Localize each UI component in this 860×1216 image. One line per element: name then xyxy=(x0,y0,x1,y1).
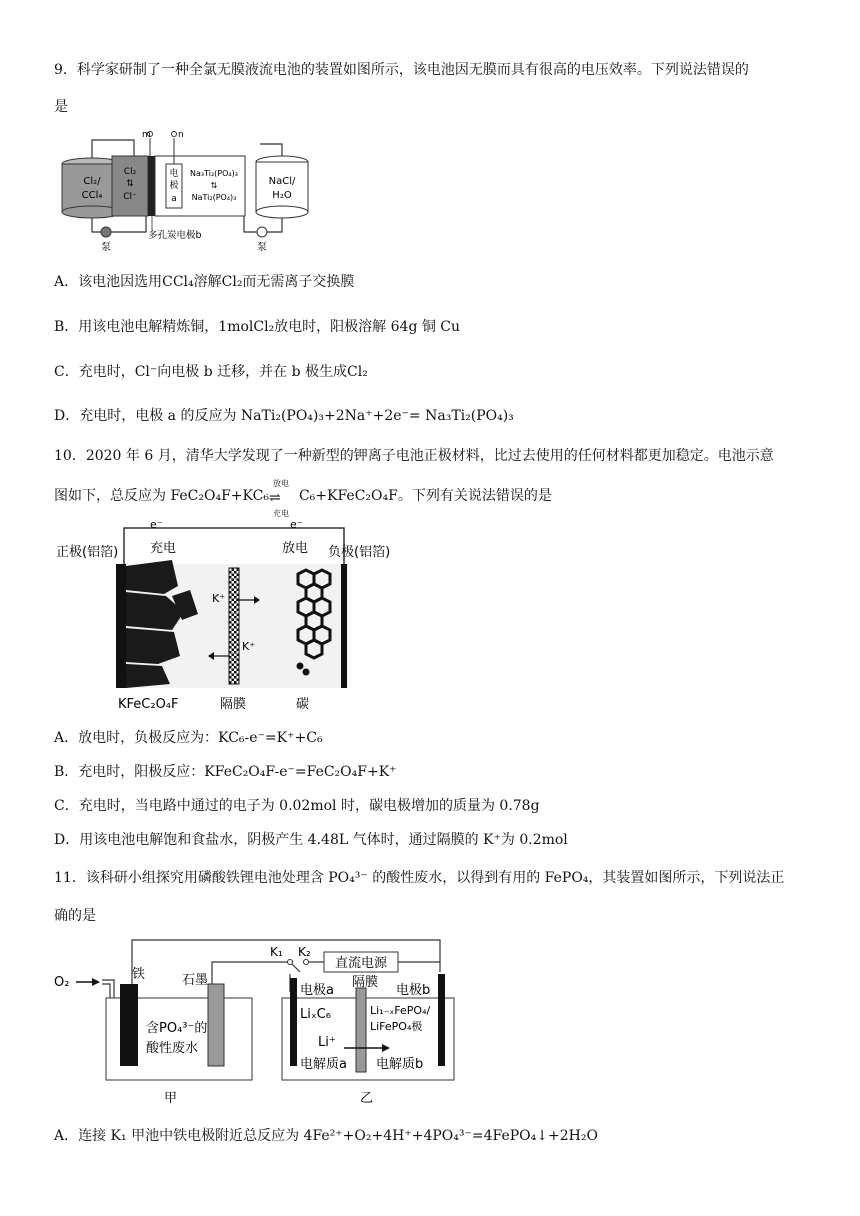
charge-label: 充电 xyxy=(150,541,177,556)
tank-left-label-1: Cl₂/ xyxy=(83,176,101,187)
q10-option-a: A．放电时，负极反应为：KC₆-e⁻=K⁺+C₆ xyxy=(54,730,323,746)
svg-text:电: 电 xyxy=(169,169,179,179)
pump-left xyxy=(101,227,111,253)
q10-stem-line2 xyxy=(54,479,552,518)
cell-jia-label: 甲 xyxy=(164,1091,178,1106)
electrode-b-label: 电极b xyxy=(396,983,431,998)
pump-right xyxy=(257,227,267,253)
tank-left-label-2: CCl₄ xyxy=(81,190,103,201)
cell-left-2: ⇅ xyxy=(126,179,134,189)
cell-yi-label: 乙 xyxy=(360,1091,374,1106)
svg-text:NaCl/: NaCl/ xyxy=(268,176,296,187)
q11-figure xyxy=(54,934,474,1110)
q11-option-a: A．连接 K₁ 甲池中铁电极附近总反应为 4Fe²⁺+O₂+4H⁺+4PO₄³⁻=4FePO₄↓+2H₂O xyxy=(54,1128,598,1144)
o2-label: O₂ xyxy=(54,975,70,990)
graphite-electrode xyxy=(208,984,224,1066)
svg-text:H₂O: H₂O xyxy=(272,190,292,201)
nacl-h2o-tank xyxy=(256,156,308,218)
q9-option-b: B．用该电池电解精炼铜，1molCl₂放电时，阳极溶解 64g 铜 Cu xyxy=(54,319,461,335)
positive-al-foil xyxy=(116,564,126,688)
q9-figure xyxy=(54,126,374,254)
cell-left-3: Cl⁻ xyxy=(123,192,137,202)
q11-stem-line1: 11．该科研小组探究用磷酸铁锂电池处理含 PO₄³⁻ 的酸性废水，以得到有用的 FePO₄，其装置如图所示，下列说法正 xyxy=(54,870,785,886)
membrane-label: 隔膜 xyxy=(352,975,379,990)
q10-option-c: C．充电时，当电路中通过的电子为 0.02mol 时，碳电极增加的质量为 0.78g xyxy=(54,798,540,814)
electrode-a xyxy=(290,978,297,1066)
q10-stem-post: C₆+KFeC₂O₄F。下列有关说法错误的是 xyxy=(298,488,552,504)
svg-text:极: 极 xyxy=(169,181,179,191)
membrane xyxy=(356,988,366,1072)
separator-label: 隔膜 xyxy=(220,697,247,712)
q10-stem-pre: 图如下，总反应为 FeC₂O₄F+KC₆ xyxy=(54,488,269,504)
electron-right: e⁻ xyxy=(290,518,303,531)
electrode-b xyxy=(438,974,445,1066)
electrolyte-b-label: 电解质b xyxy=(376,1057,424,1072)
lfp-label-2: LiFePO₄极 xyxy=(370,1020,423,1033)
porous-carbon-label: 多孔炭电极b xyxy=(148,230,202,241)
right-species-2: ⇅ xyxy=(210,181,218,190)
wastewater-label-2: 酸性废水 xyxy=(146,1041,199,1056)
svg-text:泵: 泵 xyxy=(257,242,267,253)
electrolyte-a-label: 电解质a xyxy=(300,1057,347,1072)
porous-carbon-electrode-b xyxy=(148,156,155,216)
iron-label: 铁 xyxy=(132,967,146,982)
negative-electrode-label: 负极(铝箔) xyxy=(328,545,391,560)
lixc6-label: LiₓC₆ xyxy=(300,1007,331,1022)
electron-left: e⁻ xyxy=(150,518,163,531)
arrow-top-label: 放电 xyxy=(272,479,289,488)
right-species-3: NaTi₂(PO₄)₃ xyxy=(191,193,237,202)
wastewater-label-1: 含PO₄³⁻的 xyxy=(146,1021,208,1036)
positive-electrode-label: 正极(铝箔) xyxy=(56,545,119,560)
k2-label: K₂ xyxy=(298,945,311,959)
q9-stem-line2: 是 xyxy=(54,99,68,115)
q11-stem-line2: 确的是 xyxy=(54,908,96,924)
negative-al-foil xyxy=(341,564,347,688)
carbon-label: 碳 xyxy=(296,697,310,712)
svg-text:泵: 泵 xyxy=(101,242,111,253)
graphite-label: 石墨 xyxy=(182,973,209,988)
dc-label: 直流电源 xyxy=(334,956,388,971)
lfp-label-1: Li₁₋ₓFePO₄/ xyxy=(370,1004,431,1017)
q9-option-a: A．该电池因选用CCl₄溶解Cl₂而无需离子交换膜 xyxy=(54,274,355,290)
k1-label: K₁ xyxy=(270,945,283,959)
kfec2o4f-label: KFeC₂O₄F xyxy=(118,697,179,712)
arrow-bottom-label: 充电 xyxy=(272,509,289,518)
equilibrium-arrow: 放电 ⇌ 充电 xyxy=(269,486,299,506)
svg-text:a: a xyxy=(171,194,177,204)
cell-left-1: Cl₂ xyxy=(123,167,137,177)
terminal-m: m xyxy=(142,130,151,140)
right-species-1: Na₃Ti₂(PO₄)₃ xyxy=(190,169,238,178)
q9-option-c: C．充电时，Cl⁻向电极 b 迁移，并在 b 极生成Cl₂ xyxy=(54,364,368,380)
q10-figure xyxy=(54,516,424,716)
terminal-n: n xyxy=(178,130,184,140)
iron-electrode xyxy=(120,984,138,1066)
separator xyxy=(229,568,239,684)
k-ion-1: K⁺ xyxy=(212,592,226,605)
li-ion-label: Li⁺ xyxy=(318,1035,336,1050)
discharge-label: 放电 xyxy=(282,541,309,556)
q10-option-d: D．用该电池电解饱和食盐水，阴极产生 4.48L 气体时，通过隔膜的 K⁺为 0.2mol xyxy=(54,832,568,848)
q9-stem-line1: 9．科学家研制了一种全氯无膜液流电池的装置如图所示，该电池因无膜而具有很高的电压效率。下列说法错误的 xyxy=(54,62,749,78)
q10-stem-line1: 10．2020 年 6 月，清华大学发现了一种新型的钾离子电池正极材料，比过去使用的任何材料都更加稳定。电池示意 xyxy=(54,448,774,464)
q10-option-b: B．充电时，阳极反应：KFeC₂O₄F-e⁻=FeC₂O₄F+K⁺ xyxy=(54,764,397,780)
q9-option-d: D．充电时，电极 a 的反应为 NaTi₂(PO₄)₃+2Na⁺+2e⁻= Na₃Ti₂(PO₄)₃ xyxy=(54,408,514,424)
electrode-a-label: 电极a xyxy=(300,983,334,998)
k-ion-2: K⁺ xyxy=(242,640,256,653)
